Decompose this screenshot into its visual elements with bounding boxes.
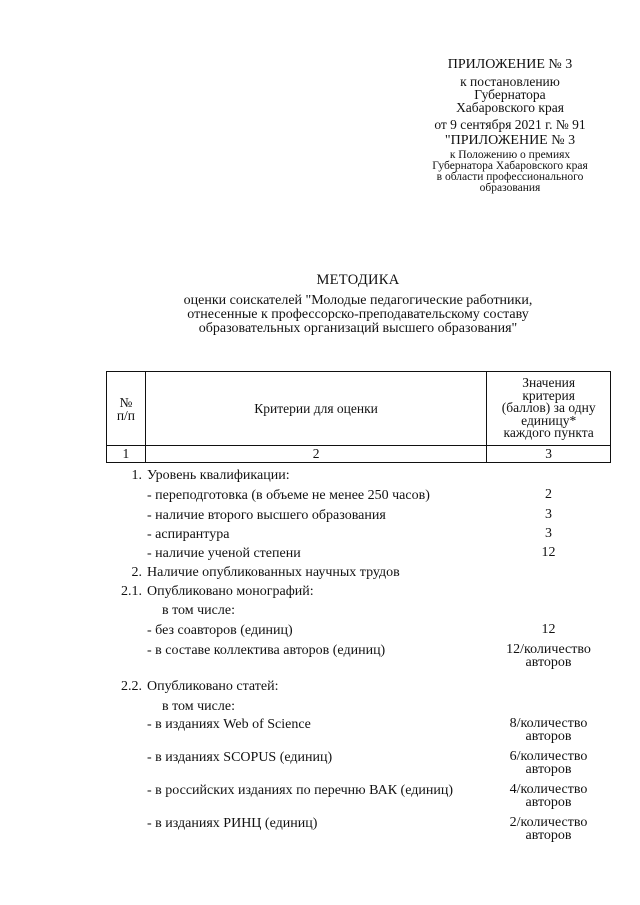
subtitle-line: отнесенные к профессорско-преподавательскому составу [187, 307, 529, 322]
appendix-date: от 9 сентября 2021 г. № 91 [434, 117, 586, 132]
row-value: 8/количество авторов [509, 716, 588, 744]
row-criterion: - в российских изданиях по перечню ВАК (единиц) [147, 783, 453, 798]
column-number-1: 1 [107, 446, 146, 463]
row-value: 6/количество авторов [509, 749, 588, 777]
row-value [486, 679, 611, 699]
row-number [106, 603, 144, 623]
row-number: 2.1. [121, 584, 142, 599]
document-title: МЕТОДИКА [316, 272, 400, 288]
table-row [106, 468, 611, 488]
row-criterion: - наличие ученой степени [147, 546, 301, 561]
header-value-cell [487, 372, 611, 446]
appendix-line: Хабаровского края [456, 100, 564, 115]
table-row [106, 603, 611, 623]
table-row [106, 717, 611, 750]
document-subtitle [0, 294, 640, 336]
appendix-line: к Положению о премиях [449, 149, 571, 161]
table-row [106, 783, 611, 816]
appendix-line: Губернатора Хабаровского края [432, 160, 588, 172]
row-number: 1. [131, 468, 142, 483]
header-number-label: № [119, 394, 133, 410]
row-value [486, 699, 611, 717]
row-number [106, 816, 144, 849]
row-number [106, 783, 144, 816]
header-value-label: Значения [522, 375, 576, 391]
table-row [106, 565, 611, 584]
row-value: 3 [545, 526, 552, 541]
table-row [106, 699, 611, 717]
row-criterion: Опубликовано статей: [147, 679, 279, 694]
row-value [486, 468, 611, 488]
row-criterion: - в изданиях SCOPUS (единиц) [147, 750, 333, 765]
table-row [106, 679, 611, 699]
row-criterion: - в составе коллектива авторов (единиц) [147, 643, 386, 658]
row-value: 4/количество авторов [509, 782, 588, 810]
row-criterion: - в изданиях РИНЦ (единиц) [147, 816, 318, 831]
criteria-table-header [106, 371, 611, 461]
appendix-block [400, 58, 620, 194]
row-criterion: - аспирантура [147, 527, 230, 542]
row-criterion: - переподготовка (в объеме не менее 250 часов) [147, 488, 430, 503]
row-criterion: - наличие второго высшего образования [147, 508, 386, 523]
header-value-label: критерия [522, 387, 575, 403]
row-number [106, 508, 144, 527]
table-row [106, 508, 611, 527]
row-value: 3 [545, 507, 552, 522]
row-number [106, 546, 144, 565]
header-value-label: (баллов) за одну [501, 400, 596, 416]
subtitle-line: оценки соискателей "Молодые педагогические работники, [183, 293, 533, 308]
row-number: 2. [131, 565, 142, 580]
column-number-2: 2 [145, 446, 486, 463]
appendix-line: к постановлению [460, 74, 560, 89]
table-row [106, 527, 611, 546]
row-number [106, 750, 144, 783]
row-number [106, 717, 144, 750]
header-criteria-cell: Критерии для оценки [145, 372, 486, 446]
row-number: 2.2. [121, 679, 142, 694]
row-value: 12 [541, 545, 556, 560]
row-criterion: в том числе: [162, 603, 235, 618]
row-criterion: - без соавторов (единиц) [147, 623, 293, 638]
table-row [106, 816, 611, 849]
row-number [106, 699, 144, 717]
header-value-label: единицу* [521, 412, 577, 428]
row-criterion: - в изданиях Web of Science [147, 717, 311, 732]
table-row [106, 546, 611, 565]
row-value: 2 [545, 487, 552, 502]
row-number [106, 527, 144, 546]
row-value [486, 603, 611, 623]
row-criterion: Уровень квалификации: [147, 468, 290, 483]
row-value: 12/количество авторов [506, 642, 591, 670]
row-number [106, 643, 144, 679]
table-row [106, 488, 611, 508]
row-value: 2/количество авторов [509, 815, 588, 843]
row-value [486, 565, 611, 584]
table-row [106, 750, 611, 783]
row-criterion: Опубликовано монографий: [147, 584, 314, 599]
row-value [486, 584, 611, 603]
row-value: 12 [541, 622, 556, 637]
table-row [106, 623, 611, 643]
header-number-cell [107, 372, 146, 446]
table-row [106, 643, 611, 679]
appendix-line: образования [479, 182, 541, 194]
table-row [106, 584, 611, 603]
subtitle-line: образовательных организаций высшего образования" [198, 321, 518, 336]
appendix-title: ПРИЛОЖЕНИЕ № 3 [447, 57, 573, 72]
row-number [106, 488, 144, 508]
appendix-line: Губернатора [474, 87, 546, 102]
appendix-subtitle: "ПРИЛОЖЕНИЕ № 3 [444, 133, 576, 148]
appendix-line: в области профессионального [436, 171, 584, 183]
criteria-table-body [106, 468, 611, 849]
row-criterion: в том числе: [162, 699, 235, 714]
header-number-label: п/п [116, 407, 136, 423]
row-criterion: Наличие опубликованных научных трудов [147, 565, 400, 580]
row-number [106, 623, 144, 643]
column-number-3: 3 [487, 446, 611, 463]
header-value-label: каждого пункта [503, 425, 594, 441]
